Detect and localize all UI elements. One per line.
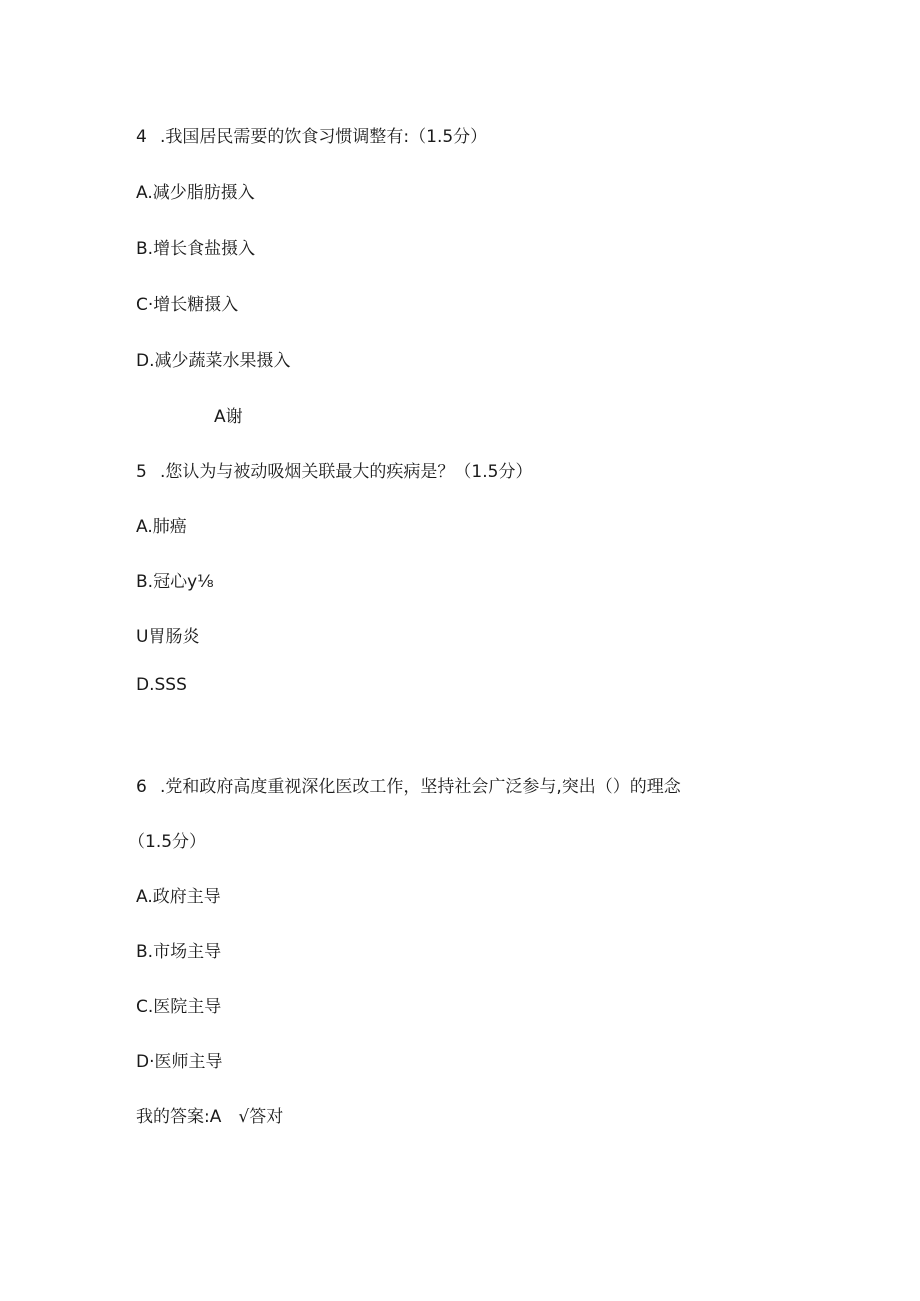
question-5-stem <box>136 461 532 483</box>
option-b: B.增长食盐摄入 <box>136 239 256 259</box>
question-6-stem <box>136 776 681 798</box>
option-a: A.政府主导 <box>136 887 221 907</box>
option-c: C.医院主导 <box>136 997 222 1017</box>
question-number: 6 <box>136 777 147 797</box>
question-number: 4 <box>136 127 147 147</box>
question-4-stem <box>136 126 487 148</box>
answer-line: A谢 <box>214 407 243 427</box>
option-d: D·医师主导 <box>136 1052 223 1072</box>
option-a: A.肺癌 <box>136 517 187 537</box>
question-text: .我国居民需要的饮食习惯调整有:（1.5分） <box>160 127 488 147</box>
option-c: U胃肠炎 <box>136 627 200 647</box>
option-d: D.SSS <box>136 675 187 695</box>
question-text: .您认为与被动吸烟关联最大的疾病是？（1.5分） <box>160 462 533 482</box>
option-b: B.冠心y⅛ <box>136 572 214 592</box>
question-number: 5 <box>136 462 147 482</box>
question-text: .党和政府高度重视深化医改工作，坚持社会广泛参与,突出（）的理念 <box>160 777 681 797</box>
option-c: C·增长糖摄入 <box>136 295 239 315</box>
question-6-score: （1.5分） <box>128 832 207 852</box>
my-answer: 我的答案:A √答对 <box>136 1107 284 1127</box>
option-a: A.减少脂肪摄入 <box>136 183 255 203</box>
option-b: B.市场主导 <box>136 942 222 962</box>
option-d: D.减少蔬菜水果摄入 <box>136 351 291 371</box>
